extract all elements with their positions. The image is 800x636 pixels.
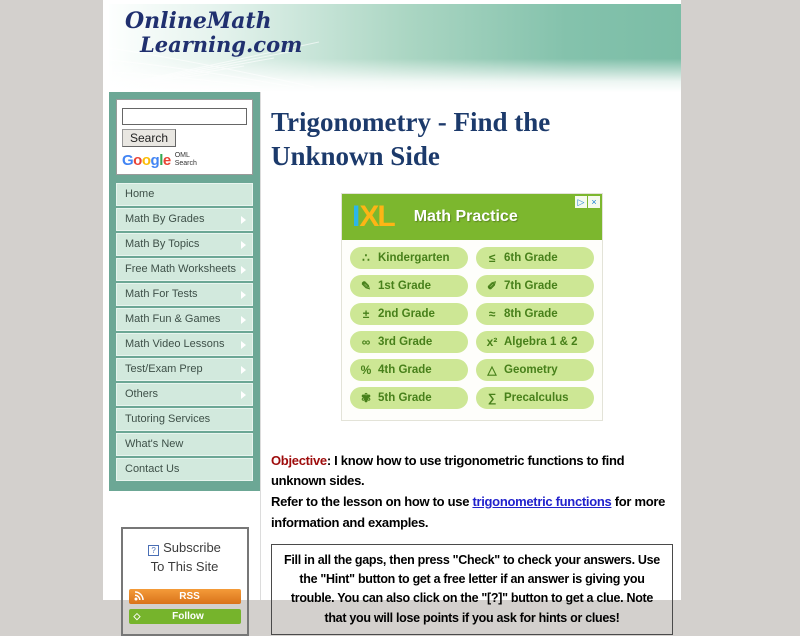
x-squared-icon: x² <box>486 334 498 349</box>
triangle-icon: △ <box>487 362 497 377</box>
less-equal-icon: ≤ <box>488 250 496 265</box>
percent-icon: % <box>360 362 372 377</box>
submenu-arrow-icon <box>241 366 246 374</box>
objective-line: Objective: I know how to use trigonometric functions to find unknown sides. <box>271 452 625 489</box>
ad-grade-8th[interactable]: ≈ 8th Grade <box>476 303 594 325</box>
google-branding <box>122 152 247 169</box>
ad-grade-grid <box>342 240 602 420</box>
rss-button[interactable]: RSS <box>129 589 241 604</box>
site-logo[interactable] <box>125 10 302 56</box>
sidebar-item-free-math-worksheets[interactable]: Free Math Worksheets <box>116 258 253 281</box>
ad-controls <box>575 196 600 208</box>
submenu-arrow-icon <box>241 291 246 299</box>
ixl-ad-header <box>342 194 602 240</box>
ixl-ad[interactable] <box>341 193 603 421</box>
main-content <box>260 92 681 625</box>
ad-grade-7th[interactable]: ✐ 7th Grade <box>476 275 594 297</box>
oml-search-label: OML Search <box>174 152 197 167</box>
sidebar-item-test-exam-prep[interactable]: Test/Exam Prep <box>116 358 253 381</box>
content-row <box>109 92 681 625</box>
submenu-arrow-icon <box>241 316 246 324</box>
ixl-logo-i: I <box>352 199 360 233</box>
quiz-instructions-box: Fill in all the gaps, then press "Check" to check your answers. Use the "Hint" button to get a free letter if an answer is giving you trouble. You can also click on the "[?]" button to get a clue. Note that you will lose points if you ask for hints or clues! <box>271 544 673 636</box>
sigma-icon: ∑ <box>487 390 497 405</box>
page-title: Trigonometry - Find the Unknown Side <box>271 107 551 171</box>
ad-algebra[interactable]: x² Algebra 1 & 2 <box>476 331 594 353</box>
submenu-arrow-icon <box>241 266 246 274</box>
google-logo: Google <box>122 151 171 169</box>
ad-grade-4th[interactable]: % 4th Grade <box>350 359 468 381</box>
ad-grade-2nd[interactable]: ± 2nd Grade <box>350 303 468 325</box>
dots-icon: ∴ <box>362 250 370 265</box>
ad-grade-6th[interactable]: ≤ 6th Grade <box>476 247 594 269</box>
ad-precalculus[interactable]: ∑ Precalculus <box>476 387 594 409</box>
objective-label: Objective <box>271 452 327 468</box>
plus-minus-icon: ± <box>362 306 370 321</box>
submenu-arrow-icon <box>241 241 246 249</box>
ad-geometry[interactable]: △ Geometry <box>476 359 594 381</box>
ad-close-icon[interactable]: × <box>588 196 600 208</box>
ad-title: Math Practice <box>413 207 518 225</box>
logo-line1: OnlineMath <box>125 8 272 34</box>
apple-books-icon: ✾ <box>360 390 372 405</box>
adchoices-icon[interactable]: ▷ <box>575 196 587 208</box>
ad-grade-kindergarten[interactable]: ∴ Kindergarten <box>350 247 468 269</box>
sidebar-item-contact-us[interactable]: Contact Us <box>116 458 253 481</box>
refer-line: Refer to the lesson on how to use trigonometric functions for more information and examples. <box>271 494 666 530</box>
logo-line2: Learning.com <box>140 31 303 57</box>
pencil-icon: ✐ <box>486 278 498 293</box>
sidebar-teal-panel <box>109 92 260 491</box>
ad-grade-1st[interactable]: ✎ 1st Grade <box>350 275 468 297</box>
objective-section <box>271 451 673 534</box>
sidebar-item-math-by-topics[interactable]: Math By Topics <box>116 233 253 256</box>
pencil-cup-icon: ✎ <box>360 278 372 293</box>
ad-grade-5th[interactable]: ✾ 5th Grade <box>350 387 468 409</box>
subscribe-line1: ? Subscribe <box>129 538 241 558</box>
search-widget <box>116 99 253 175</box>
search-button[interactable]: Search <box>122 129 176 147</box>
approx-icon: ≈ <box>488 306 496 321</box>
follow-icon: ◇ <box>133 610 141 621</box>
follow-button[interactable]: ◇ Follow <box>129 609 241 624</box>
submenu-arrow-icon <box>241 391 246 399</box>
sidebar-item-tutoring-services[interactable]: Tutoring Services <box>116 408 253 431</box>
sidebar <box>109 92 260 622</box>
page <box>103 0 681 625</box>
submenu-arrow-icon <box>241 216 246 224</box>
infinity-icon: ∞ <box>361 334 371 349</box>
subscribe-box <box>121 527 249 636</box>
ixl-logo-xl: XL <box>359 199 394 233</box>
submenu-arrow-icon <box>241 341 246 349</box>
sidebar-item-math-video-lessons[interactable]: Math Video Lessons <box>116 333 253 356</box>
sidebar-item-math-for-tests[interactable]: Math For Tests <box>116 283 253 306</box>
site-header <box>109 4 681 92</box>
sidebar-item-math-by-grades[interactable]: Math By Grades <box>116 208 253 231</box>
sidebar-item-others[interactable]: Others <box>116 383 253 406</box>
trigonometric-functions-link[interactable]: trigonometric functions <box>472 494 612 510</box>
sidebar-item-whats-new[interactable]: What's New <box>116 433 253 456</box>
subscribe-line2: To This Site <box>150 559 219 574</box>
sidebar-item-math-fun-games[interactable]: Math Fun & Games <box>116 308 253 331</box>
sidebar-item-home[interactable]: Home <box>116 183 253 206</box>
ad-grade-3rd[interactable]: ∞ 3rd Grade <box>350 331 468 353</box>
search-input[interactable] <box>122 108 247 125</box>
subscribe-badge-icon: ? <box>148 545 159 556</box>
